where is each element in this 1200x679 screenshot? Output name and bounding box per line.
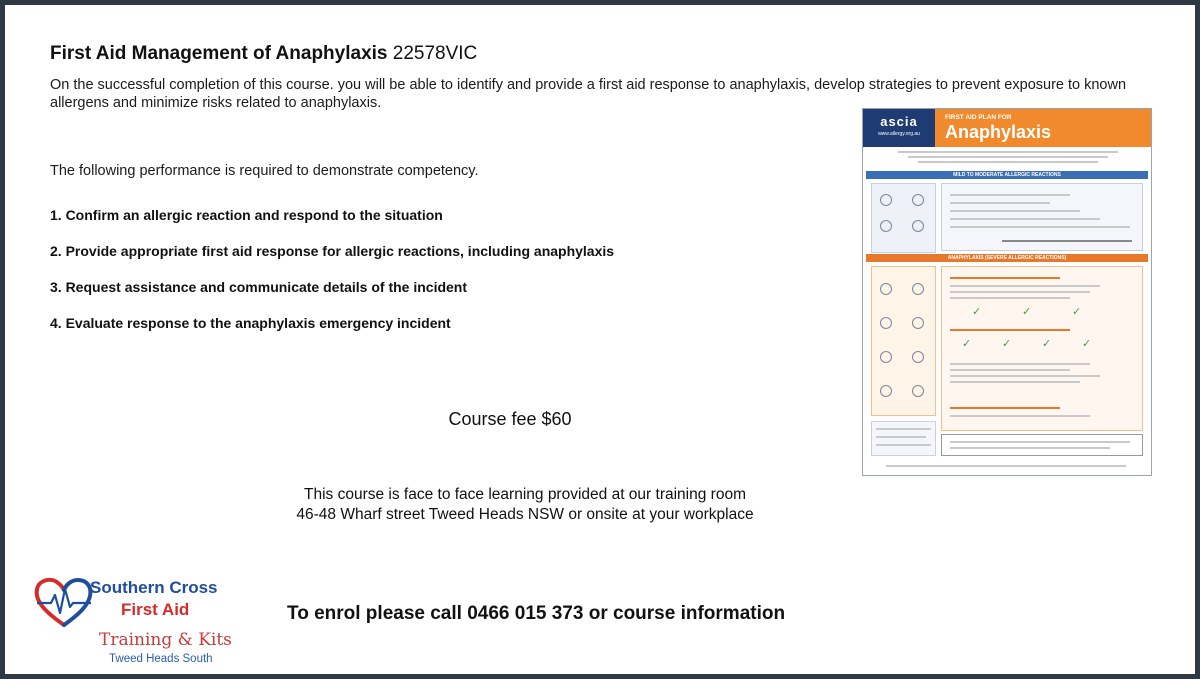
poster-title: Anaphylaxis bbox=[945, 122, 1052, 142]
course-title: First Aid Management of Anaphylaxis bbox=[50, 43, 388, 64]
poster-plan-label: FIRST AID PLAN FOR bbox=[945, 114, 1012, 121]
mild-reactions-bar: MILD TO MODERATE ALLERGIC REACTIONS bbox=[866, 171, 1148, 179]
competency-item: 2. Provide appropriate first aid response for allergic reactions, including anaphylaxis bbox=[50, 243, 615, 259]
heart-ecg-icon bbox=[33, 575, 95, 631]
venue-info bbox=[185, 485, 865, 525]
logo-line: Tweed Heads South bbox=[109, 653, 213, 665]
company-logo bbox=[33, 575, 253, 667]
dosage-box bbox=[871, 421, 936, 456]
enrol-callout: To enrol please call 0466 015 373 or course information bbox=[287, 603, 786, 624]
severe-actions-box: ✓ ✓ ✓ ✓ ✓ ✓ ✓ bbox=[941, 266, 1143, 431]
logo-line: Southern Cross bbox=[90, 578, 218, 597]
poster-title-block bbox=[935, 109, 1151, 147]
anaphylaxis-plan-poster bbox=[862, 108, 1152, 476]
competency-item: 4. Evaluate response to the anaphylaxis emergency incident bbox=[50, 315, 451, 331]
ascia-brand: ascia bbox=[880, 114, 918, 129]
competency-item: 3. Request assistance and communicate details of the incident bbox=[50, 279, 468, 295]
signs-box bbox=[871, 183, 936, 253]
venue-line: 46-48 Wharf street Tweed Heads NSW or onsite at your workplace bbox=[296, 506, 754, 523]
page-title bbox=[50, 43, 477, 65]
warning-signs-box bbox=[871, 266, 936, 416]
logo-line: Training & Kits bbox=[99, 630, 232, 650]
poster-header bbox=[863, 109, 1151, 147]
poster-footer bbox=[866, 461, 1148, 471]
course-description: On the successful completion of this course. you will be able to identify and provide a first aid response to anaphylaxis, develop strategies to prevent exposure to known allergens and minimize risks related to anaphylaxis. bbox=[50, 77, 1127, 111]
logo-line: First Aid bbox=[121, 600, 190, 619]
severe-reactions-bar: ANAPHYLAXIS (SEVERE ALLERGIC REACTIONS) bbox=[866, 254, 1148, 262]
course-code: 22578VIC bbox=[387, 43, 478, 64]
actions-box bbox=[941, 183, 1143, 251]
ascia-url: www.allergy.org.au bbox=[878, 131, 920, 137]
venue-line: This course is face to face learning provided at our training room bbox=[304, 486, 746, 503]
competency-item: 1. Confirm an allergic reaction and respond to the situation bbox=[50, 207, 443, 223]
adrenaline-note-box bbox=[941, 434, 1143, 456]
competency-list bbox=[50, 207, 614, 351]
slide bbox=[5, 5, 1195, 674]
course-fee: Course fee $60 bbox=[448, 409, 572, 429]
performance-heading: The following performance is required to demonstrate competency. bbox=[50, 163, 479, 179]
ascia-logo bbox=[863, 109, 935, 147]
